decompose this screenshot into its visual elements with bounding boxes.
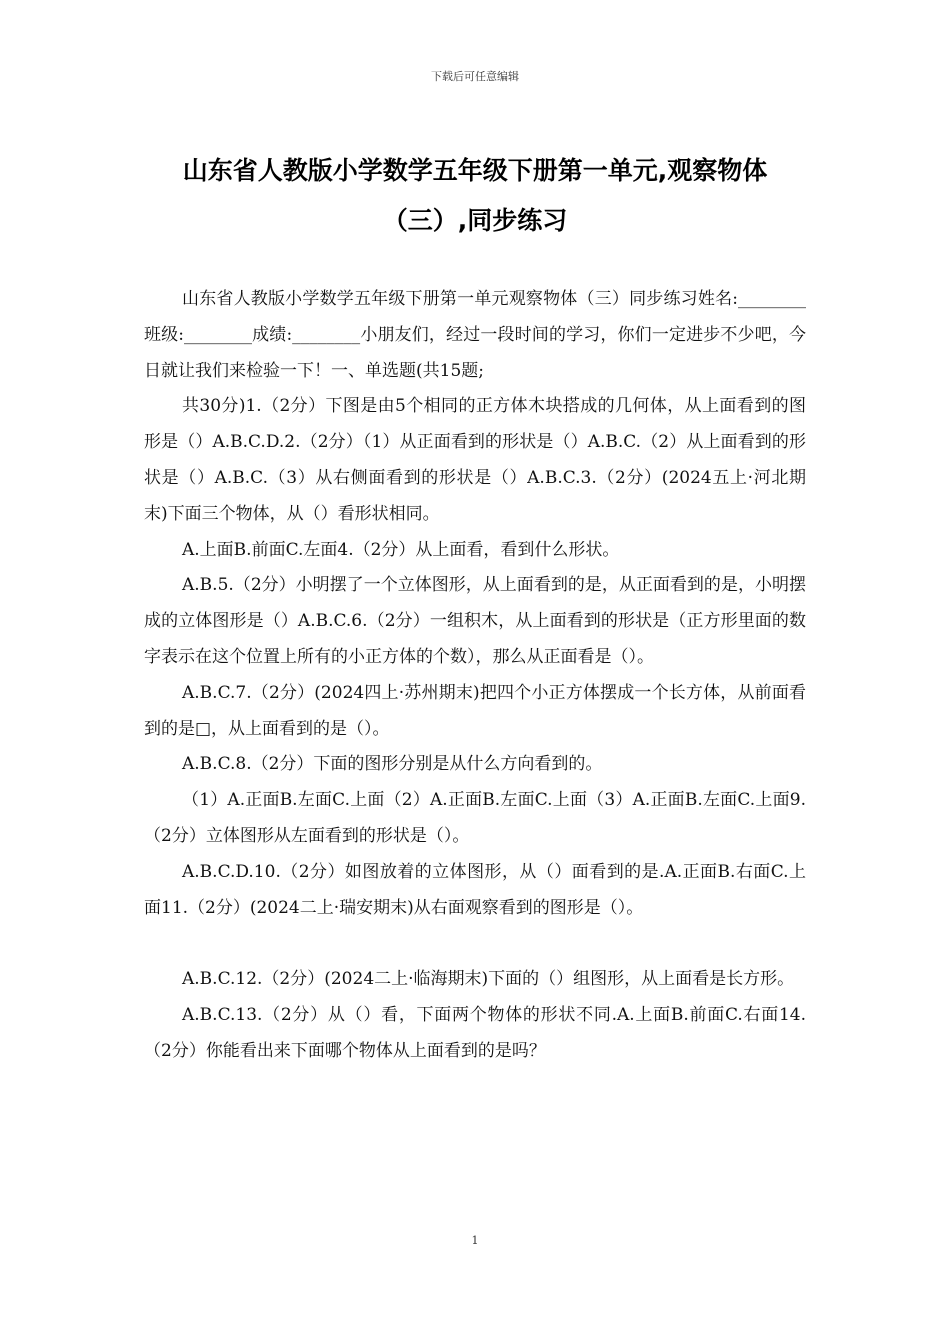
body-paragraph: A.上面B.前面C.左面4.（2分）从上面看，看到什么形状。 <box>182 539 620 560</box>
document-title-line-1: 山东省人教版小学数学五年级下册第一单元,观察物体 <box>182 156 768 185</box>
page-header-note: 下载后可任意编辑 <box>431 70 519 83</box>
body-paragraph: A.B.C.13.（2分）从（）看，下面两个物体的形状不同.A.上面B.前面C.右面14.（2分）你能看出来下面哪个物体从上面看到的是吗？ <box>144 1005 806 1061</box>
body-paragraph: （1）A.正面B.左面C.上面（2）A.正面B.左面C.上面（3）A.正面B.左面C.上面9.（2分）立体图形从左面看到的形状是（）。 <box>144 790 806 846</box>
body-paragraph: A.B.C.12.（2分）(2024二上·临海期末)下面的（）组图形，从上面看是长方形。 <box>182 969 795 990</box>
page-number: 1 <box>471 1234 479 1247</box>
document-title-line-2: （三）,同步练习 <box>382 206 568 235</box>
document-body <box>144 282 806 1070</box>
body-paragraph: 山东省人教版小学数学五年级下册第一单元观察物体（三）同步练习姓名:________班级:________成绩:________小朋友们，经过一段时间的学习，你们一定进步不少吧，今日就让我们来检验一下！一、单选题(共15题; <box>144 289 806 381</box>
body-paragraph: A.B.5.（2分）小明摆了一个立体图形，从上面看到的是，从正面看到的是，小明摆成的立体图形是（）A.B.C.6.（2分）一组积木，从上面看到的形状是（正方形里面的数字表示在这个位置上所有的小正方体的个数），那么从正面看是（）。 <box>144 575 806 667</box>
body-paragraph: A.B.C.8.（2分）下面的图形分别是从什么方向看到的。 <box>182 754 603 775</box>
document-title <box>60 146 890 246</box>
body-paragraph: A.B.C.D.10.（2分）如图放着的立体图形，从（）面看到的是.A.正面B.右面C.上面11.（2分）(2024二上·瑞安期末)从右面观察看到的图形是（）。 <box>144 861 806 918</box>
body-paragraph: A.B.C.7.（2分）(2024四上·苏州期末)把四个小正方体摆成一个长方体，从前面看到的是□，从上面看到的是（）。 <box>144 682 806 739</box>
body-paragraph: 共30分)1.（2分）下图是由5个相同的正方体木块搭成的几何体，从上面看到的图形是（）A.B.C.D.2.（2分）（1）从正面看到的形状是（）A.B.C.（2）从上面看到的形状是（）A.B.C.（3）从右侧面看到的形状是（）A.B.C.3.（2分）(2024五上·河北期末)下面三个物体，从（）看形状相同。 <box>144 396 806 524</box>
